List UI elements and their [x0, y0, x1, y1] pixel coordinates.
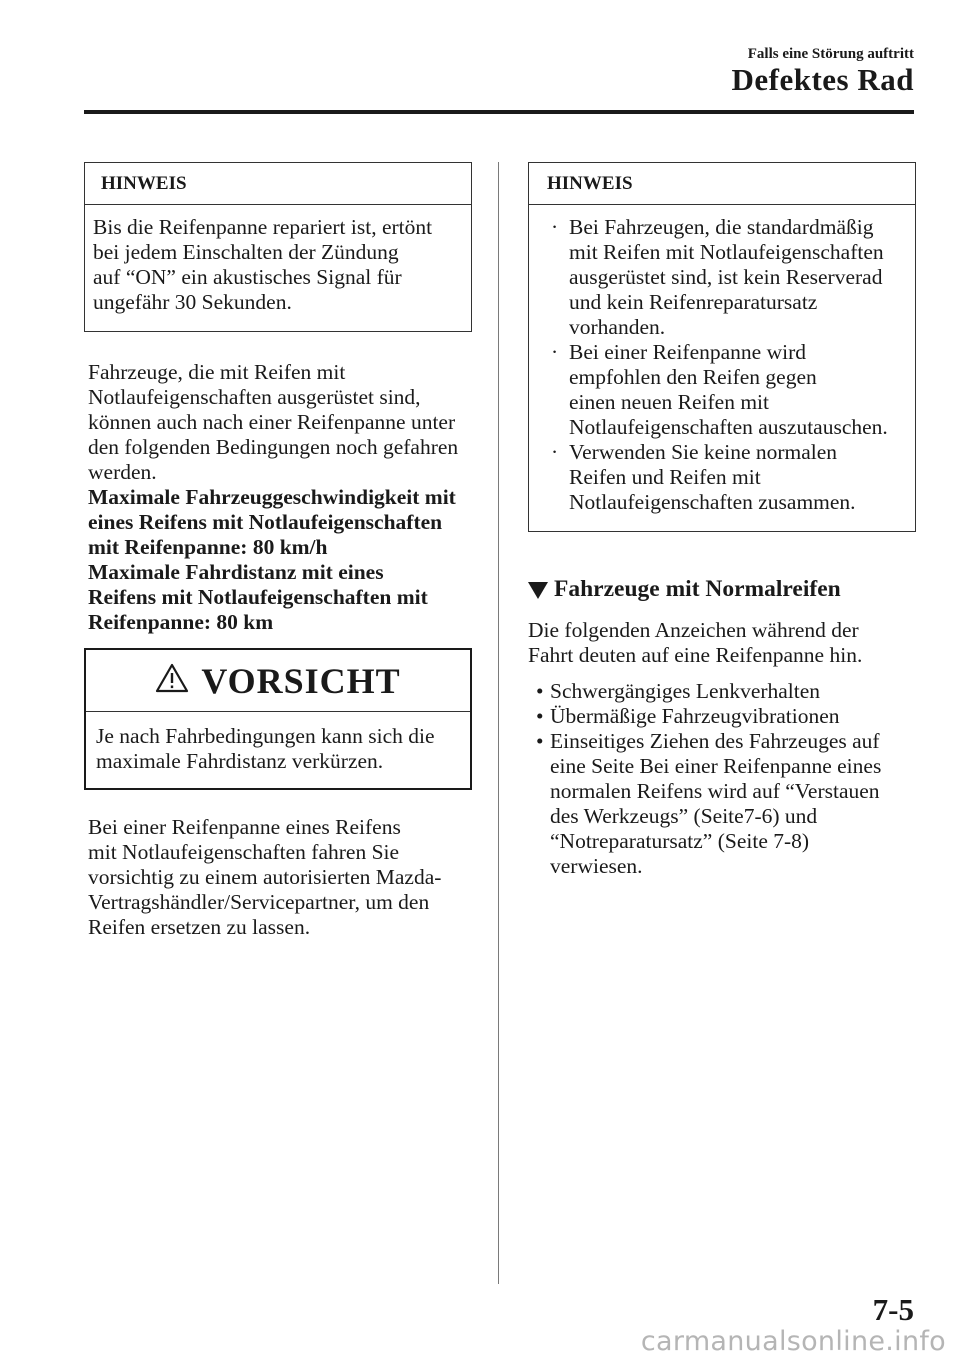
text-line: Maximale Fahrzeuggeschwindigkeit mit	[88, 485, 456, 509]
note-box-right	[528, 162, 916, 532]
note-line: ungefähr 30 Sekunden.	[93, 290, 292, 314]
text-line: Bei einer Reifenpanne wird	[569, 340, 807, 364]
advice-paragraph	[88, 815, 478, 940]
text-line: Schwergängiges Lenkverhalten	[550, 679, 821, 703]
note-heading: HINWEIS	[85, 163, 471, 205]
limits-paragraph	[88, 485, 478, 635]
note-line: bei jedem Einschalten der Zündung	[93, 240, 399, 264]
section-heading	[528, 576, 841, 603]
list-item	[528, 679, 918, 704]
text-line: empfohlen den Reifen gegen	[569, 365, 817, 389]
bullet-icon: •	[536, 729, 544, 753]
text-line: Fahrt deuten auf eine Reifenpanne hin.	[528, 643, 863, 667]
text-line: Reifens mit Notlaufeigenschaften mit	[88, 585, 428, 609]
caution-line: Je nach Fahrbedingungen kann sich die	[96, 724, 435, 748]
note-body	[85, 205, 471, 315]
intro-paragraph	[88, 360, 478, 485]
text-line: mit Reifenpanne: 80 km/h	[88, 535, 328, 559]
text-line: ausgerüstet sind, ist kein Reserverad	[569, 265, 883, 289]
page-number: 7-5	[872, 1292, 914, 1327]
list-item	[528, 729, 918, 879]
bullet-icon: ·	[551, 215, 559, 239]
text-line: Vertragshändler/Servicepartner, um den	[88, 890, 430, 914]
caution-line: maximale Fahrdistanz verkürzen.	[96, 749, 384, 773]
text-line: Fahrzeuge, die mit Reifen mit	[88, 360, 346, 384]
text-line: können auch nach einer Reifenpanne unter	[88, 410, 456, 434]
note-bullet-list	[539, 215, 907, 515]
section-title: Fahrzeuge mit Normalreifen	[554, 576, 841, 602]
bullet-icon: ·	[551, 340, 559, 364]
text-line: und kein Reifenreparatursatz	[569, 290, 818, 314]
warning-triangle-icon	[155, 663, 189, 698]
watermark: carmanualsonline.info	[640, 1326, 946, 1357]
text-line: den folgenden Bedingungen noch gefahren	[88, 435, 459, 459]
text-line: mit Notlaufeigenschaften fahren Sie	[88, 840, 400, 864]
note-box-left	[84, 162, 472, 332]
text-line: des Werkzeugs” (Seite7-6) und	[550, 804, 818, 828]
section-intro	[528, 618, 916, 668]
down-triangle-icon	[528, 582, 548, 599]
text-line: Verwenden Sie keine normalen	[569, 440, 838, 464]
text-line: werden.	[88, 460, 157, 484]
text-line: eines Reifens mit Notlaufeigenschaften	[88, 510, 443, 534]
caution-box	[84, 648, 472, 790]
text-line: vorsichtig zu einem autorisierten Mazda-	[88, 865, 442, 889]
text-line: Notlaufeigenschaften auszutauschen.	[569, 415, 888, 439]
caution-heading: VORSICHT	[201, 660, 401, 701]
note-line: auf “ON” ein akustisches Signal für	[93, 265, 402, 289]
header-section-name: Falls eine Störung auftritt	[747, 46, 914, 62]
bullet-icon: •	[536, 704, 544, 728]
text-line: Reifen ersetzen zu lassen.	[88, 915, 311, 939]
header-rule	[84, 110, 914, 114]
signs-list	[528, 679, 918, 879]
column-divider	[498, 162, 499, 1284]
text-line: eine Seite Bei einer Reifenpanne eines	[550, 754, 882, 778]
list-item	[539, 440, 907, 515]
note-line: Bis die Reifenpanne repariert ist, ertönt	[93, 215, 433, 239]
text-line: Die folgenden Anzeichen während der	[528, 618, 859, 642]
text-line: “Notreparatursatz” (Seite 7-8)	[550, 829, 810, 853]
bullet-icon: •	[536, 679, 544, 703]
text-line: Reifen und Reifen mit	[569, 465, 761, 489]
list-item	[539, 215, 907, 340]
text-line: normalen Reifens wird auf “Verstauen	[550, 779, 880, 803]
text-line: einen neuen Reifen mit	[569, 390, 769, 414]
text-line: Maximale Fahrdistanz mit eines	[88, 560, 384, 584]
text-line: verwiesen.	[550, 854, 643, 878]
text-line: Notlaufeigenschaften zusammen.	[569, 490, 856, 514]
note-body	[529, 205, 915, 515]
text-line: Übermäßige Fahrzeugvibrationen	[550, 704, 840, 728]
page-title: Defektes Rad	[731, 62, 914, 97]
list-item	[528, 704, 918, 729]
bullet-icon: ·	[551, 440, 559, 464]
caution-header	[86, 650, 470, 712]
note-heading: HINWEIS	[529, 163, 915, 205]
text-line: Bei einer Reifenpanne eines Reifens	[88, 815, 401, 839]
text-line: Bei Fahrzeugen, die standardmäßig	[569, 215, 874, 239]
text-line: Notlaufeigenschaften ausgerüstet sind,	[88, 385, 421, 409]
text-line: Einseitiges Ziehen des Fahrzeuges auf	[550, 729, 880, 753]
list-item	[539, 340, 907, 440]
text-line: mit Reifen mit Notlaufeigenschaften	[569, 240, 884, 264]
text-line: vorhanden.	[569, 315, 666, 339]
caution-body	[86, 712, 470, 774]
text-line: Reifenpanne: 80 km	[88, 610, 274, 634]
